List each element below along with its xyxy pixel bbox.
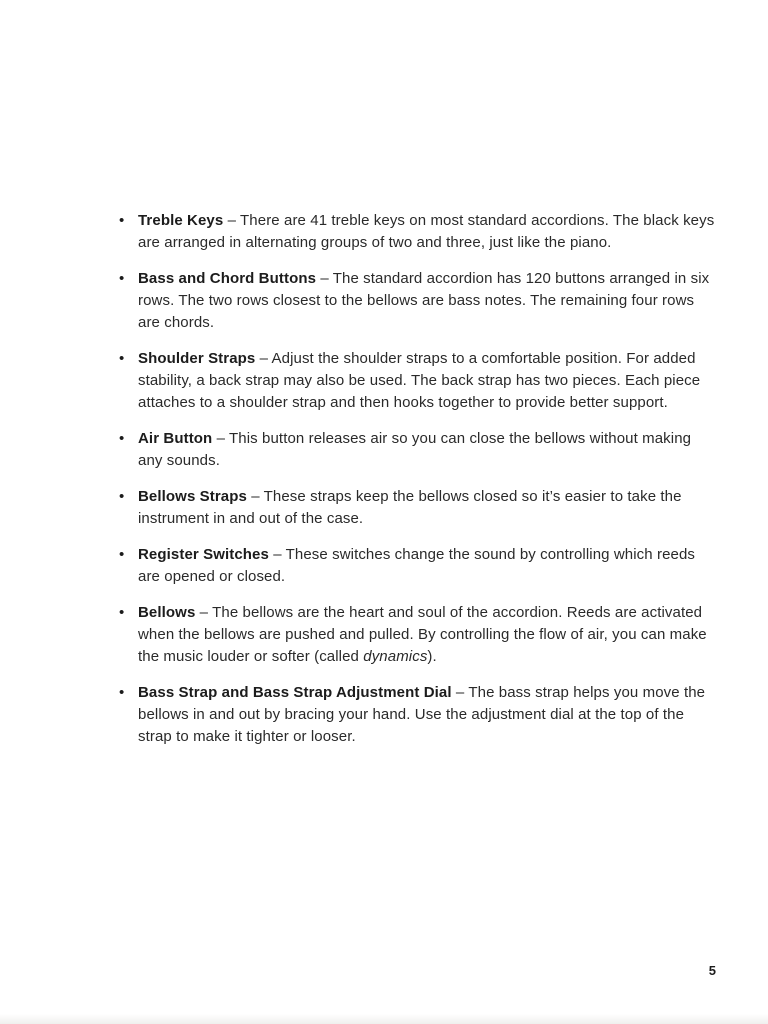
term-label: Shoulder Straps: [138, 350, 256, 367]
list-item: • Bellows – The bellows are the heart and soul of the accordion. Reeds are activated when the bellows are pushed and pulled. By controlling the flow of air, you can make the music louder or softer (called dynamics).: [118, 602, 718, 668]
content-area: [118, 210, 718, 762]
item-description: There are 41 treble keys on most standard accordions. The black keys are arranged in alternating groups of two and three, just like the piano.: [138, 212, 715, 251]
item-description: The standard accordion has 120 buttons arranged in six rows. The two rows closest to the bellows are bass notes. The remaining four rows are chords.: [138, 270, 710, 331]
list-item: • Bass Strap and Bass Strap Adjustment Dial – The bass strap helps you move the bellows in and out by bracing your hand. Use the adjustment dial at the top of the strap to make it tighter or looser.: [118, 682, 718, 748]
list-item: • Shoulder Straps – Adjust the shoulder straps to a comfortable position. For added stability, a back strap may also be used. The back strap has two pieces. Each piece attaches to a shoulder strap and then hooks together to provide better support.: [118, 348, 718, 414]
item-description: Adjust the shoulder straps to a comfortable position. For added stability, a back strap may also be used. The back strap has two pieces. Each piece attaches to a shoulder strap and then hooks together to provide better support.: [138, 350, 701, 411]
item-description: These switches change the sound by controlling which reeds are opened or closed.: [138, 546, 696, 585]
term-label: Bellows Straps: [138, 488, 247, 505]
term-label: Bass and Chord Buttons: [138, 270, 317, 287]
list-item: • Treble Keys – There are 41 treble keys on most standard accordions. The black keys are arranged in alternating groups of two and three, just like the piano.: [118, 210, 718, 254]
list-item: • Air Button – This button releases air so you can close the bellows without making any sounds.: [118, 428, 718, 472]
item-description: The bellows are the heart and soul of the accordion. Reeds are activated when the bellows are pushed and pulled. By controlling the flow of air, you can make the music louder or softer (called dynamics).: [138, 604, 707, 665]
item-description: The bass strap helps you move the bellows in and out by bracing your hand. Use the adjustment dial at the top of the strap to make it tighter or looser.: [138, 684, 706, 745]
list-item: • Bellows Straps – These straps keep the bellows closed so it’s easier to take the instrument in and out of the case.: [118, 486, 718, 530]
term-label: Register Switches: [138, 546, 269, 563]
term-label: Treble Keys: [138, 212, 224, 229]
term-label: Bellows: [138, 604, 196, 621]
term-label: Air Button: [138, 430, 213, 447]
page-number: 5: [708, 963, 716, 978]
list-item: • Register Switches – These switches change the sound by controlling which reeds are opened or closed.: [118, 544, 718, 588]
page-bottom-edge: [0, 1014, 768, 1024]
item-description: This button releases air so you can close the bellows without making any sounds.: [138, 430, 692, 469]
list-item: • Bass and Chord Buttons – The standard accordion has 120 buttons arranged in six rows. The two rows closest to the bellows are bass notes. The remaining four rows are chords.: [118, 268, 718, 334]
term-label: Bass Strap and Bass Strap Adjustment Dial: [138, 684, 452, 701]
item-description: These straps keep the bellows closed so it’s easier to take the instrument in and out of the case.: [138, 488, 682, 527]
accordion-parts-list: [118, 210, 718, 748]
